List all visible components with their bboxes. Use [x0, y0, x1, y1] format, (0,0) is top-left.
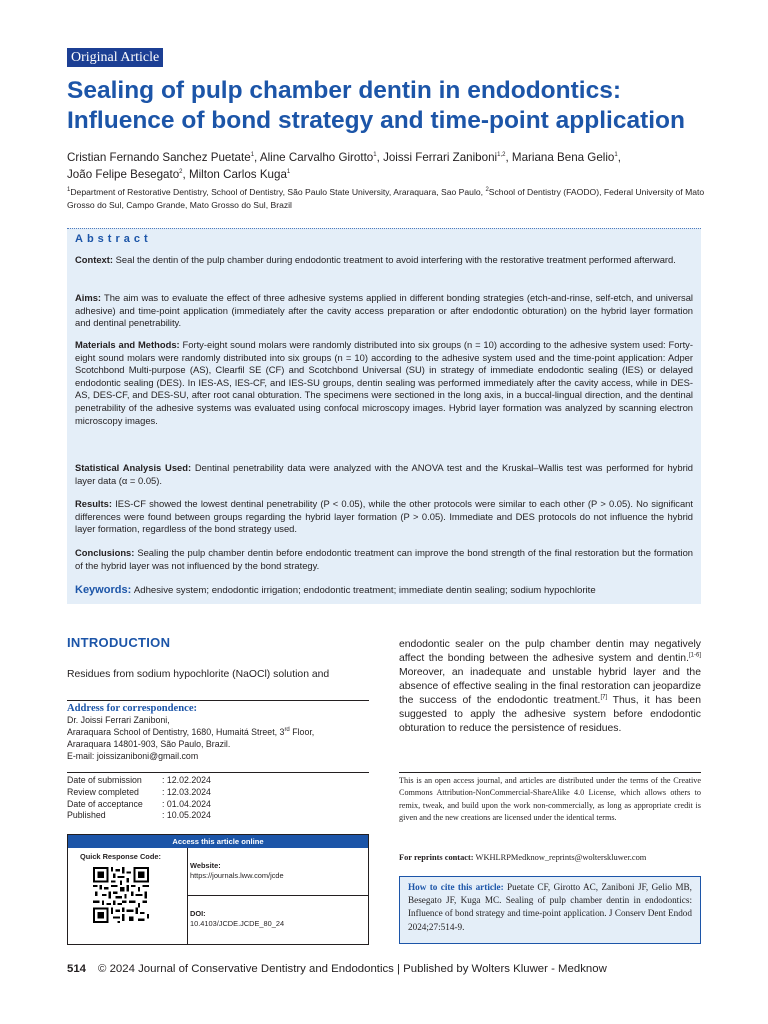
abstract-conclusions [75, 547, 693, 572]
author-name: Milton Carlos Kuga [188, 168, 287, 181]
author-affil-sup: 1 [286, 169, 291, 176]
article-title [67, 76, 727, 136]
citation-ref[interactable]: [1-6] [688, 652, 701, 659]
introduction-right-text [399, 638, 701, 736]
author-affil-sup: 1 [614, 152, 618, 159]
section-text: Sealing the pulp chamber dentin before endodontic treatment can improve the bond strength of the final restoration but the formation of the hybrid layer was not influenced by the bond strategy. [75, 547, 693, 571]
affil-sup: 1 [67, 187, 71, 194]
introduction-left-text: Residues from sodium hypochlorite (NaOCl) solution and [67, 669, 330, 680]
date-label: Date of acceptance [67, 798, 143, 809]
section-label: Aims: [75, 292, 102, 303]
date-label: Published [67, 810, 106, 821]
date-label: Review completed [67, 786, 139, 797]
author-name: Cristian Fernando Sanchez Puetate [67, 151, 251, 164]
access-online-box [67, 834, 369, 945]
correspondence-heading: Address for correspondence: [67, 703, 198, 714]
title-line-1: Sealing of pulp chamber dentin in endodontics: [67, 77, 621, 104]
section-label: Results: [75, 498, 112, 509]
ordinal-sup: rd [284, 727, 290, 734]
date-label: Date of submission [67, 775, 142, 785]
author-list: Cristian Fernando Sanchez Puetate$^1$, Aline Carvalho Girotto$^1$, Joissi Ferrari Zaniboni$^{1,2}$, Mariana Bena Gelio$^1$, João Felipe Besegato$^2$, Milton Carlos Kuga$^1$ [67, 151, 621, 181]
paragraph-text: endodontic sealer on the pulp chamber dentin may negatively affect the bonding between the adhesive system and dentin. [399, 639, 701, 664]
keywords-text: Adhesive system; endodontic irrigation; endodontic treatment; immediate dentin sealing; sodium hypochlorite [133, 585, 596, 596]
abstract-box [67, 228, 701, 604]
date-row [67, 810, 369, 822]
address-text: Araraquara School of Dentistry, 1680, Humaitá Street, 3 [67, 727, 285, 737]
article-type-badge: Original Article [67, 48, 163, 67]
paragraph-text: Moreover, an inadequate and unstable hybrid layer and the absence of effective sealing in the final restoration can jeopardize the success of the endodontic treatment. [399, 667, 701, 706]
section-label: Materials and Methods: [75, 339, 180, 350]
page-number: 514 [67, 963, 87, 975]
reprints-email[interactable]: WKHLRPMedknow_reprints@wolterskluwer.com [475, 853, 647, 862]
affil-text: School of Dentistry (FAODO), Federal University of Mato Grosso do Sul, Campo Grande, Mato Grosso do Sul, Brazil [67, 187, 705, 210]
correspondence-name: Dr. Joissi Ferrari Zaniboni, [67, 715, 170, 725]
author-name: Mariana Bena Gelio [511, 151, 615, 164]
date-row [67, 775, 369, 787]
access-heading: Access this article online [68, 835, 368, 848]
author-name: Aline Carvalho Girotto [259, 151, 374, 164]
abstract-context [75, 254, 693, 267]
footer-text: © 2024 Journal of Conservative Dentistry and Endodontics | Published by Wolters Kluwer - Medknow [98, 963, 607, 975]
author-affil-sup: 1 [250, 152, 255, 159]
introduction-heading: INTRODUCTION [67, 635, 171, 650]
abstract-results [75, 498, 693, 536]
qr-cell [68, 848, 188, 944]
doi-label: DOI: [190, 909, 206, 918]
author-name: Joissi Ferrari Zaniboni [383, 151, 498, 164]
qr-label: Quick Response Code: [80, 852, 161, 861]
section-text: Dentinal penetrability data were analyzed with the ANOVA test and the Kruskal–Wallis test was performed for hybrid layer data (α = 0.05). [75, 462, 694, 486]
section-text: The aim was to evaluate the effect of three adhesive systems applied in different bonding strategies (etch-and-rinse, self-etch, and universal adhesive) and time-point application (immediately after the cavity access preparation or after endodontic obturation) on the hybrid layer formation and dentinal penetrability. [75, 292, 694, 329]
affiliations [67, 186, 707, 211]
paragraph-text: Thus, it has been suggested to apply the adhesive system before endodontic obturation to reduce the persistence of residues. [399, 695, 701, 734]
page-footer [67, 963, 607, 975]
doi-cell [188, 896, 368, 944]
section-text: Forty-eight sound molars were randomly distributed into six groups (n = 10) according to the adhesive system used: Forty-eight sound molars were randomly distributed into six groups (n = 10) according to the adhesive system used and the time-point application: Adper Scotchbond Multi-purpose (AS), Clearfil SE (CF) and Scotchbond Universal (SU) in strategy of immediate endodontic sealing (IES) or delayed endodontic sealing (DES). In IES-AS, IES-CF, and IES-SU groups, dentin sealing was performed immediately after the cavity access, while in DES-AS, DES-CF, and DES-SU, after root canal obturation. The specimens were sectioned in the long axis, in a buccal-lingual direction, and the dentinal penetrability of the adhesive systems was evaluated using confocal microscopy images. Hybrid layer formation was analyzed by scanning electron microscopy images. [75, 339, 693, 426]
affil-sup: 2 [485, 187, 489, 194]
abstract-keywords [75, 584, 693, 598]
abstract-stats [75, 462, 693, 487]
date-row [67, 799, 369, 811]
abstract-methods [75, 339, 693, 427]
affil-text: Department of Restorative Dentistry, School of Dentistry, São Paulo State University, Araraquara, Sao Paulo, [70, 187, 486, 197]
section-label: Statistical Analysis Used: [75, 462, 192, 473]
address-text: Floor, [289, 727, 315, 737]
date-value: : 01.04.2024 [162, 798, 211, 809]
author-name: João Felipe Besegato [67, 168, 180, 181]
correspondence-email[interactable]: E-mail: joissizaniboni@gmail.com [67, 751, 199, 761]
title-line-2: Influence of bond strategy and time-point application [67, 107, 685, 134]
abstract-heading: Abstract [75, 233, 152, 245]
date-value: : 12.02.2024 [162, 775, 211, 785]
section-text: Seal the dentin of the pulp chamber during endodontic treatment to avoid interfering with the restorative treatment performed afterward. [115, 254, 676, 265]
author-affil-sup: 1 [373, 152, 377, 159]
website-label: Website: [190, 861, 221, 870]
license-text: This is an open access journal, and articles are distributed under the terms of the Creative Commons Attribution-NonCommercial-ShareAlike 4.0 License, which allows others to remix, tweak, and build upon the work non-commercially, as long as appropriate credit is given and the new creations are licensed under the identical terms. [399, 772, 701, 824]
correspondence-address [67, 726, 369, 738]
cite-text: Puetate CF, Girotto AC, Zaniboni JF, Gelio MB, Besegato JF, Kuga MC. Sealing of pulp chamber dentin in endodontics: Influence of bond strategy and time-point application. J Conserv Dent Endod 2024;27:514-9. [408, 882, 692, 932]
date-row [67, 787, 369, 799]
how-to-cite-box [399, 876, 701, 944]
section-text: IES-CF showed the lowest dentinal penetrability (P < 0.05), while the other protocols were similar to each other (P > 0.05). No significant differences were found between groups regarding the hybrid layer formation (P > 0.05). Immediate and DES protocols do not influence the hybrid layer formation, regardless of the bond strategy used. [75, 498, 693, 535]
dates-block [67, 772, 369, 822]
correspondence-city: Araraquara 14801-903, São Paulo, Brazil. [67, 739, 231, 749]
section-label: Conclusions: [75, 547, 135, 558]
keywords-label: Keywords: [75, 584, 132, 596]
website-cell [188, 848, 368, 896]
cite-label: How to cite this article: [408, 882, 504, 892]
doi-link[interactable]: 10.4103/JCDE.JCDE_80_24 [190, 919, 285, 928]
reprints-label: For reprints contact: [399, 853, 474, 862]
date-value: : 10.05.2024 [162, 810, 211, 821]
section-label: Context: [75, 254, 114, 265]
author-affil-sup: 2 [179, 169, 183, 176]
abstract-aims [75, 292, 693, 330]
author-affil-sup: 1,2 [497, 152, 506, 159]
correspondence-block [67, 700, 369, 762]
qr-code-icon[interactable] [93, 867, 149, 923]
reprints-contact [399, 852, 701, 864]
citation-ref[interactable]: [7] [600, 694, 608, 701]
date-value: : 12.03.2024 [162, 786, 211, 797]
website-link[interactable]: https://journals.lww.com/jcde [190, 871, 284, 880]
